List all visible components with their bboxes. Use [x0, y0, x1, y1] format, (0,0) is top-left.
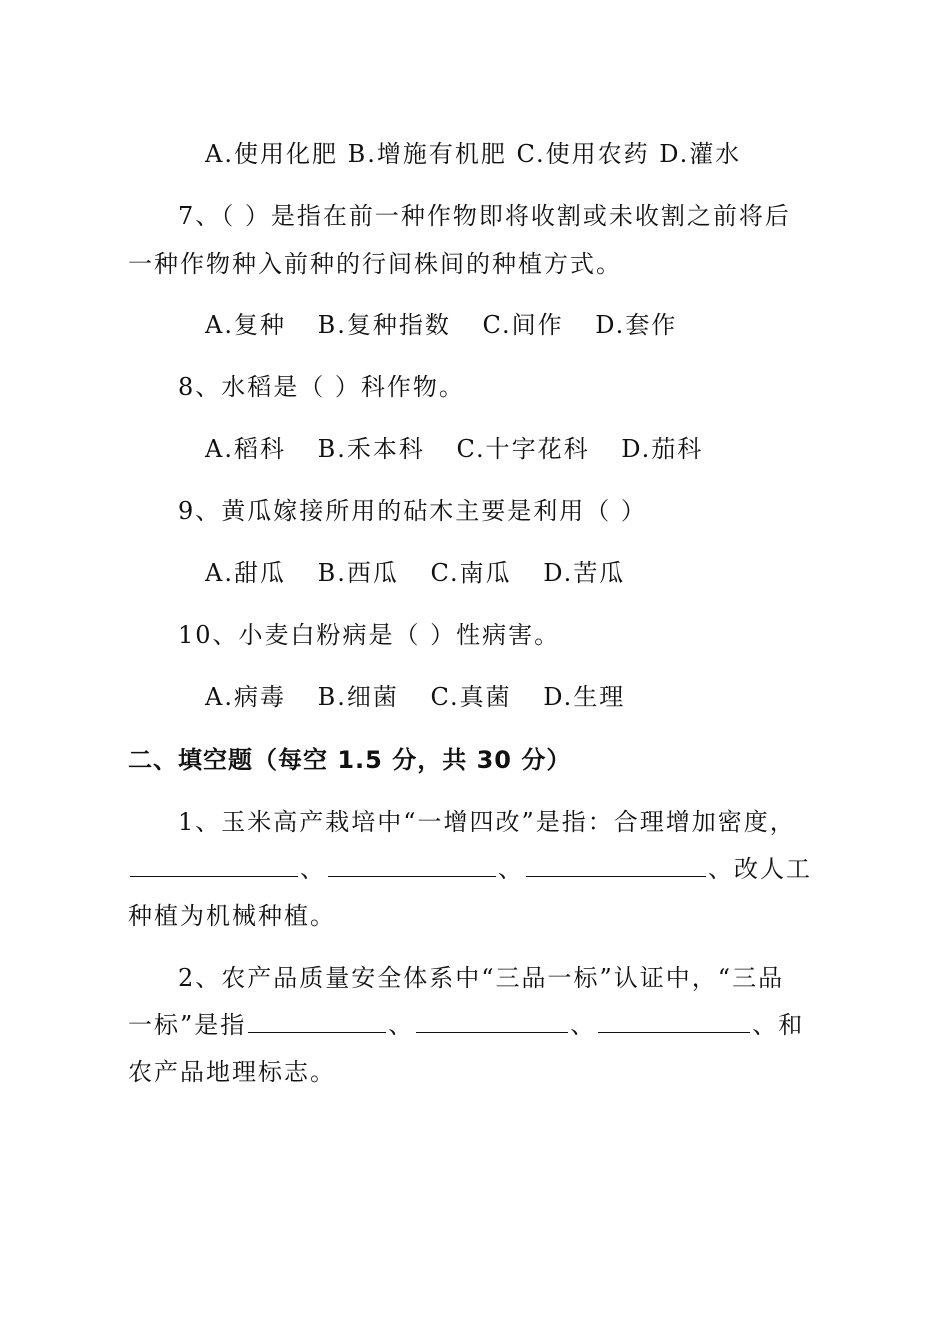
- q6-options: A.使用化肥 B.增施有机肥 C.使用农药 D.灌水: [205, 140, 742, 168]
- q10-option-c: C.真菌: [430, 683, 512, 711]
- fill2-stem-line3: 农产品地理标志。: [128, 1058, 336, 1086]
- fill2-stem-line1: 2、农产品质量安全体系中“三品一标”认证中，“三品: [178, 964, 785, 992]
- q10-option-d: D.生理: [543, 683, 626, 711]
- fill2-blank-3[interactable]: [598, 1010, 750, 1033]
- fill2-blank-2[interactable]: [416, 1010, 568, 1033]
- q7-option-d: D.套作: [595, 311, 678, 339]
- q8-option-d: D.茄科: [621, 435, 704, 463]
- q9-option-a: A.甜瓜: [205, 559, 286, 587]
- q9-option-b: B.西瓜: [317, 559, 399, 587]
- section-2-heading: 二、填空题（每空 1.5 分，共 30 分）: [128, 746, 572, 774]
- q7-option-a: A.复种: [205, 311, 286, 339]
- q7-option-b: B.复种指数: [317, 311, 451, 339]
- q10-option-b: B.细菌: [317, 683, 399, 711]
- q8-option-a: A.稻科: [205, 435, 286, 463]
- q7-options: [205, 309, 677, 341]
- fill2-sep-1: 、: [388, 1011, 415, 1039]
- q10-stem: 10、小麦白粉病是（ ）性病害。: [178, 621, 561, 649]
- fill1-blank-1[interactable]: [130, 854, 298, 877]
- fill1-stem-line3: 种植为机械种植。: [128, 902, 336, 930]
- q8-option-c: C.十字花科: [456, 435, 590, 463]
- q7-stem-line2: 一种作物种入前种的行间株间的种植方式。: [128, 250, 622, 278]
- fill2-blank-1[interactable]: [248, 1010, 386, 1033]
- fill2-sep-2: 、: [570, 1011, 597, 1039]
- fill2-tail: 、和: [752, 1011, 805, 1039]
- fill2-blanks-line: [128, 1009, 804, 1041]
- q8-stem: 8、水稻是（ ）科作物。: [178, 373, 465, 401]
- q10-options: [205, 681, 625, 713]
- q7-stem-line1: 7、（ ）是指在前一种作物即将收割或未收割之前将后: [178, 202, 791, 230]
- q9-option-c: C.南瓜: [430, 559, 512, 587]
- fill1-tail: 、改人工: [708, 855, 812, 883]
- q9-option-d: D.苦瓜: [543, 559, 626, 587]
- q7-option-c: C.间作: [482, 311, 564, 339]
- fill1-blanks-line: [128, 853, 812, 885]
- fill2-prefix: 一标”是指: [128, 1011, 247, 1039]
- fill1-blank-2[interactable]: [328, 854, 496, 877]
- fill1-sep-2: 、: [498, 855, 524, 883]
- fill1-sep-1: 、: [300, 855, 326, 883]
- fill1-blank-3[interactable]: [526, 854, 706, 877]
- q10-option-a: A.病毒: [205, 683, 286, 711]
- q9-stem: 9、黄瓜嫁接所用的砧木主要是利用（ ）: [178, 497, 647, 525]
- fill1-stem-line1: 1、玉米高产栽培中“一增四改”是指：合理增加密度，: [178, 808, 796, 836]
- q8-options: [205, 433, 703, 465]
- q8-option-b: B.禾本科: [317, 435, 425, 463]
- q9-options: [205, 557, 625, 589]
